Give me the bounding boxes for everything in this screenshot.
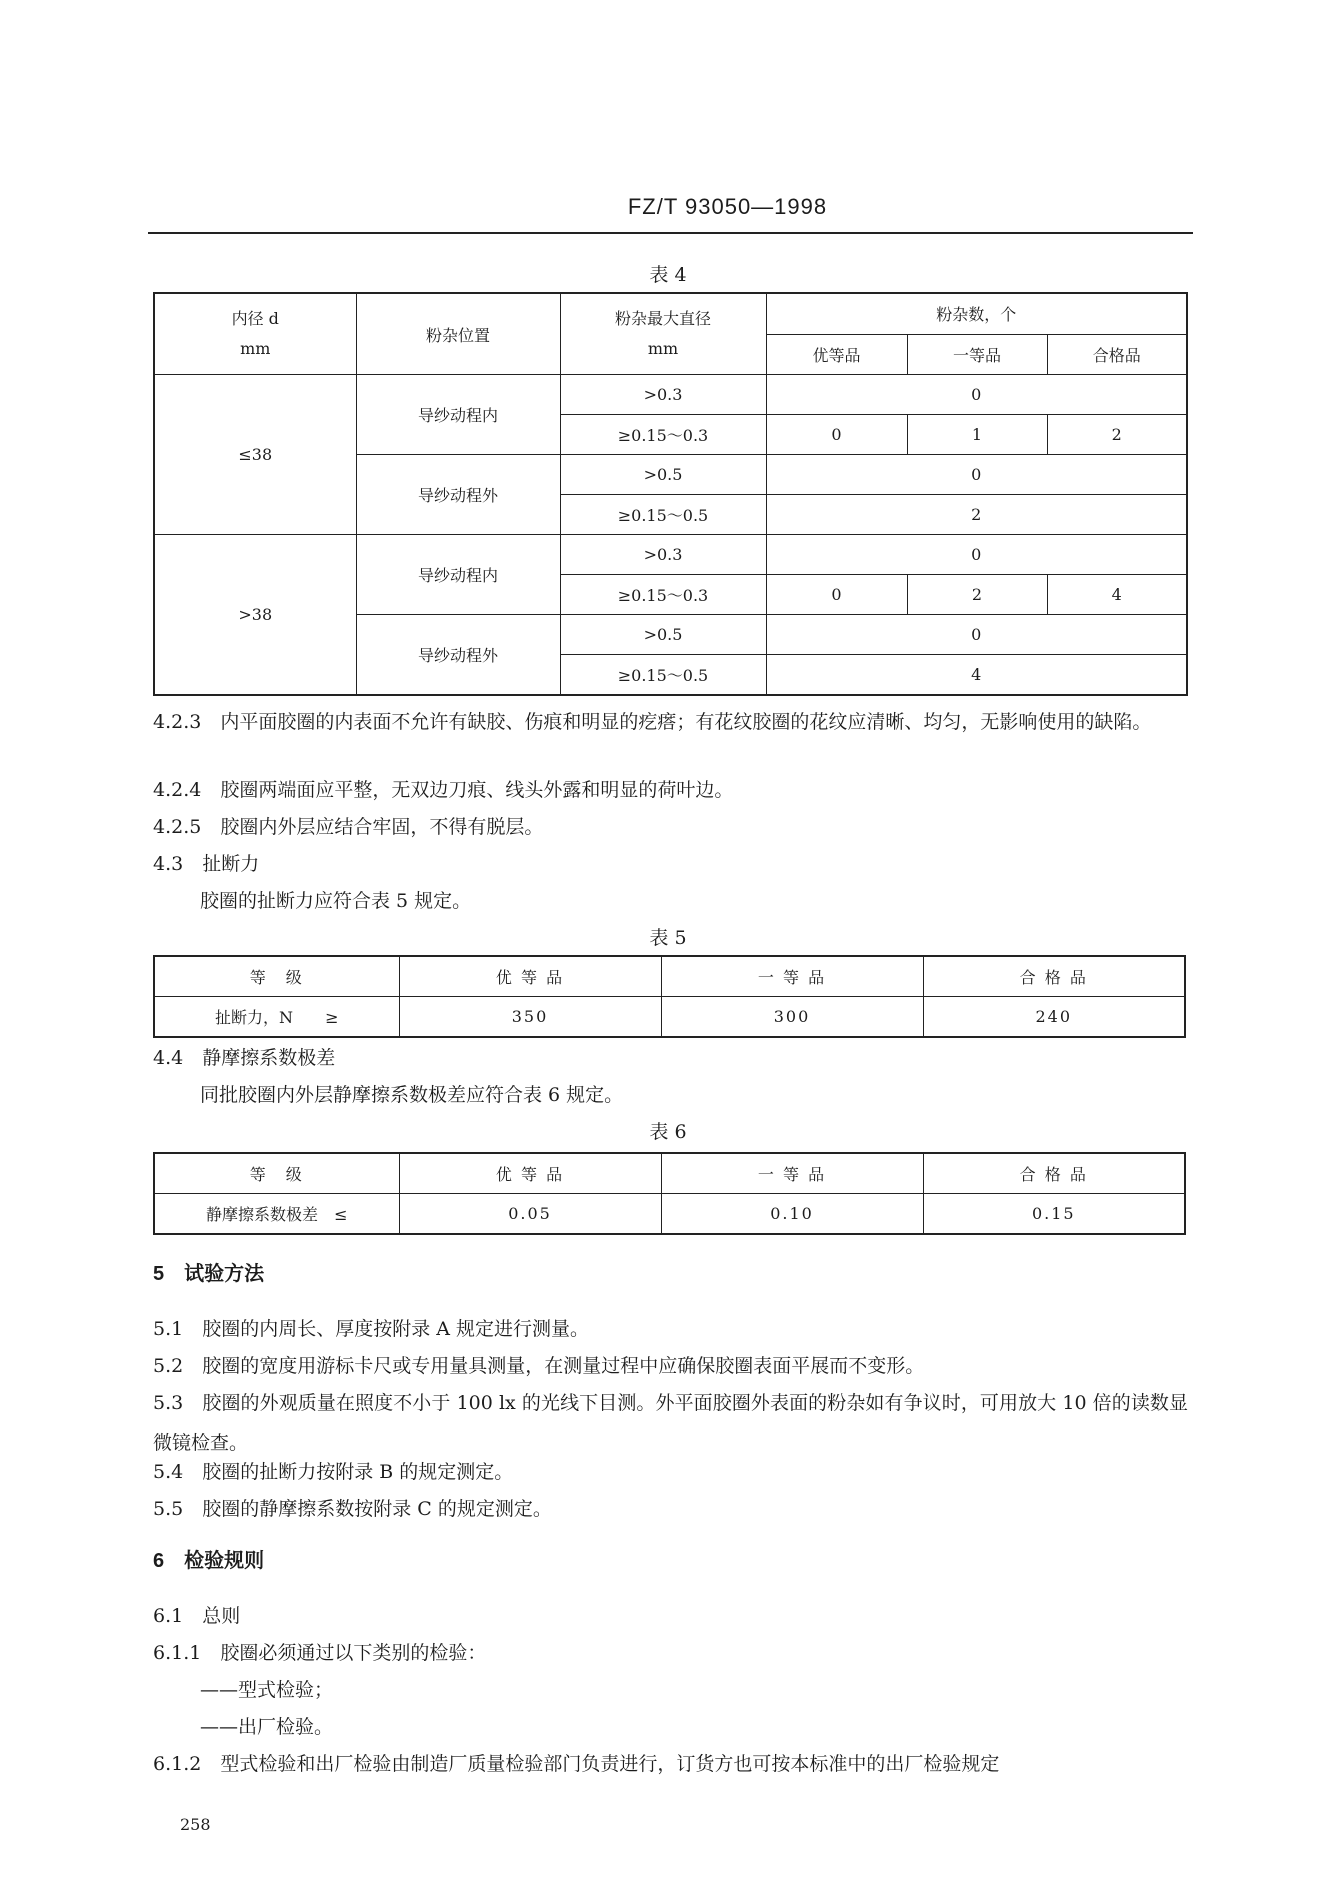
table-row: 静摩擦系数极差 ≤ 0.05 0.10 0.15 (154, 1194, 1185, 1235)
clause-4-4-text: 同批胶圈内外层静摩擦系数极差应符合表 6 规定。 (200, 1084, 624, 1106)
page-number: 258 (180, 1815, 211, 1834)
grade-qualified-header: 合 格 品 (923, 1153, 1185, 1194)
table4 (153, 292, 1188, 696)
grade-premium-header: 优 等 品 (399, 1153, 661, 1194)
table5 (153, 955, 1186, 1038)
clause-6-1-2: 6.1.2 型式检验和出厂检验由制造厂质量检验部门负责进行，订货方也可按本标准中的出厂检验规定 (153, 1753, 1000, 1775)
clause-5-5: 5.5 胶圈的静摩擦系数按附录 C 的规定测定。 (153, 1498, 552, 1520)
clause-5-1: 5.1 胶圈的内周长、厚度按附录 A 规定进行测量。 (153, 1318, 590, 1340)
clause-4-2-4: 4.2.4 胶圈两端面应平整，无双边刀痕、线头外露和明显的荷叶边。 (153, 779, 734, 801)
position-cell: 导纱动程内 (356, 375, 560, 455)
clause-5-3: 5.3 胶圈的外观质量在照度不小于 100 lx 的光线下目测。外平面胶圈外表面的粉杂如有争议时，可用放大 10 倍的读数显微镜检查。 (153, 1392, 1188, 1454)
clause-6-1: 6.1 总则 (153, 1605, 241, 1627)
clause-4-3-heading: 4.3 扯断力 (153, 853, 260, 875)
table6 (153, 1152, 1186, 1235)
grade-qualified-header: 合 格 品 (923, 956, 1185, 997)
section-5-heading: 5 试验方法 (153, 1263, 265, 1285)
section-6-heading: 6 检验规则 (153, 1550, 265, 1572)
table6-caption: 表 6 (649, 1121, 687, 1143)
grade-first-header: 一 等 品 (661, 1153, 923, 1194)
clause-4-4-heading: 4.4 静摩擦系数极差 (153, 1047, 336, 1069)
row-label: 静摩擦系数极差 ≤ (154, 1194, 399, 1235)
position-cell: 导纱动程外 (356, 615, 560, 696)
clause-4-3-text: 胶圈的扯断力应符合表 5 规定。 (200, 890, 472, 912)
table5-caption: 表 5 (649, 927, 687, 949)
standard-code-header: FZ/T 93050—1998 (627, 194, 828, 219)
clause-5-2: 5.2 胶圈的宽度用游标卡尺或专用量具测量，在测量过程中应确保胶圈表面平展而不变形。 (153, 1355, 925, 1377)
diameter-cell: >38 (154, 535, 356, 696)
table-row: 扯断力，N ≥ 350 300 240 (154, 997, 1185, 1038)
clause-4-2-3: 4.2.3 内平面胶圈的内表面不允许有缺胶、伤痕和明显的疙瘩；有花纹胶圈的花纹应清晰、均匀，无影响使用的缺陷。 (153, 711, 1152, 733)
list-item-factory-test: ——出厂检验。 (200, 1716, 334, 1738)
grade-header: 等 级 (154, 956, 399, 997)
list-item-type-test: ——型式检验； (200, 1679, 334, 1701)
table4-caption: 表 4 (649, 264, 687, 286)
position-cell: 导纱动程外 (356, 455, 560, 535)
clause-5-4: 5.4 胶圈的扯断力按附录 B 的规定测定。 (153, 1461, 514, 1483)
col-header-grade-premium: 优等品 (766, 334, 907, 375)
table-row: 导纱动程外 >0.5 0 (154, 615, 1187, 655)
col-header-grade-qualified: 合格品 (1047, 334, 1187, 375)
col-header-count: 粉杂数，个 (766, 293, 1187, 334)
table-row: ≥0.15～0.5 2 (154, 495, 1187, 535)
grade-header: 等 级 (154, 1153, 399, 1194)
clause-6-1-1: 6.1.1 胶圈必须通过以下类别的检验： (153, 1642, 487, 1664)
table-row: >38 导纱动程内 >0.3 0 (154, 535, 1187, 575)
table-row: 导纱动程外 >0.5 0 (154, 455, 1187, 495)
table-row: ≥0.15～0.3 0 2 4 (154, 575, 1187, 615)
diameter-cell: ≤38 (154, 375, 356, 535)
row-label: 扯断力，N ≥ (154, 997, 399, 1038)
col-header-diameter: 内径 d mm (154, 293, 356, 375)
header-rule (148, 232, 1193, 234)
col-header-position: 粉杂位置 (356, 293, 560, 375)
table-row: ≤38 导纱动程内 >0.3 0 (154, 375, 1187, 415)
col-header-max-diameter: 粉杂最大直径 mm (560, 293, 766, 375)
position-cell: 导纱动程内 (356, 535, 560, 615)
table-row: ≥0.15～0.3 0 1 2 (154, 415, 1187, 455)
col-header-grade-first: 一等品 (907, 334, 1047, 375)
clause-4-2-5: 4.2.5 胶圈内外层应结合牢固，不得有脱层。 (153, 816, 544, 838)
table-row: ≥0.15～0.5 4 (154, 655, 1187, 696)
grade-first-header: 一 等 品 (661, 956, 923, 997)
grade-premium-header: 优 等 品 (399, 956, 661, 997)
